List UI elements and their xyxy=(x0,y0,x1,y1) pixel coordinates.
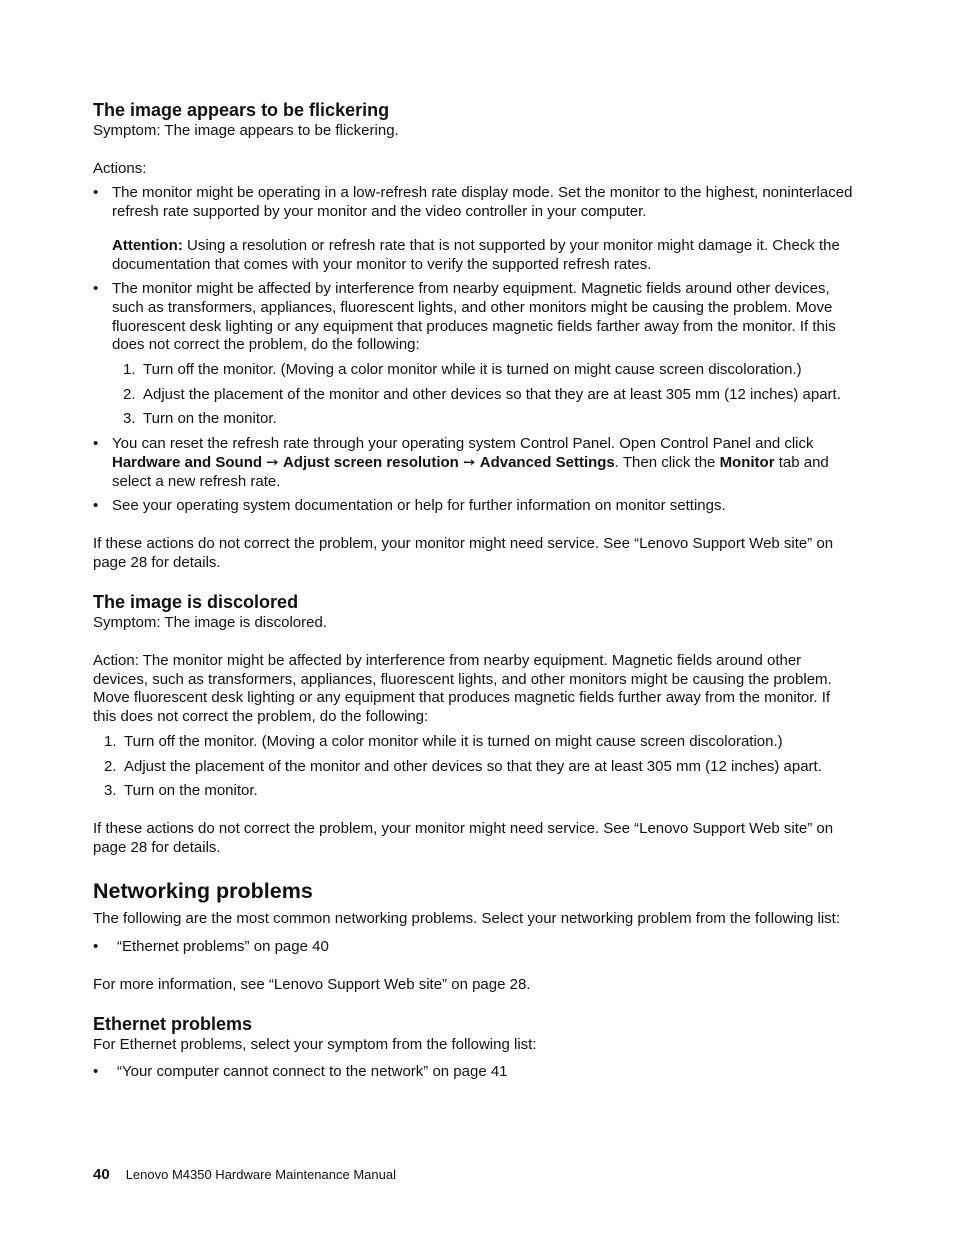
menu-path-hardware-and-sound: Hardware and Sound xyxy=(112,453,263,471)
menu-path-adjust-resolution: Adjust screen resolution xyxy=(282,453,459,471)
page-number: 40 xyxy=(93,1166,110,1183)
action-discolored: Action: The monitor might be affected by interference from nearby equipment. Magnetic fields around other devices, such as transformers, appliances, fluorescent lights, and other monitors might be causing the problem. Move fluorescent desk lighting or any equipment that produces magnetic fields further away from the monitor. If this does not correct the problem, do the following: xyxy=(93,652,832,726)
step-item: 2. Adjust the placement of the monitor and other devices so that they are at least 305 mm (12 inches) apart. xyxy=(104,757,822,775)
list-item: • The monitor might be operating in a low-refresh rate display mode. Set the monitor to the highest, noninterlaced refresh rate supported by your monitor and the video controller in your computer. Attention: Using a resolution or refresh rate that is not supported by your monitor might damage it. Check the documentation that comes with your monitor to verify the supported refresh rates. xyxy=(93,184,853,273)
heading-ethernet: Ethernet problems xyxy=(93,1013,253,1034)
cannot-connect-link[interactable]: “Your computer cannot connect to the network” on page 41 xyxy=(117,1063,508,1081)
bullet-icon: • xyxy=(93,184,99,202)
networking-intro: The following are the most common networking problems. Select your networking problem from the following list: xyxy=(93,910,840,928)
networking-more-info: For more information, see “Lenovo Support Web site” on page 28. xyxy=(93,975,531,993)
closing-discolored: If these actions do not correct the problem, your monitor might need service. See “Lenovo Support Web site” on page 28 for details. xyxy=(93,819,834,856)
actions-label: Actions: xyxy=(93,159,147,177)
monitor-tab-label: Monitor xyxy=(719,453,775,471)
page-footer xyxy=(93,1166,396,1185)
step-item: 2. Adjust the placement of the monitor and other devices so that they are at least 305 mm (12 inches) apart. xyxy=(123,385,841,403)
heading-networking: Networking problems xyxy=(93,879,313,904)
ethernet-problems-link[interactable]: “Ethernet problems” on page 40 xyxy=(117,938,329,956)
manual-title: Lenovo M4350 Hardware Maintenance Manual xyxy=(125,1167,396,1182)
list-item: • See your operating system documentation or help for further information on monitor settings. xyxy=(93,497,726,515)
heading-flickering: The image appears to be flickering xyxy=(93,100,390,120)
symptom-discolored: Symptom: The image is discolored. xyxy=(93,614,327,632)
page-content xyxy=(93,98,853,1082)
step-item: 3. Turn on the monitor. xyxy=(104,782,258,800)
closing-flickering: If these actions do not correct the problem, your monitor might need service. See “Lenovo Support Web site” on page 28 for details. xyxy=(93,534,834,571)
bullet-icon: • xyxy=(93,497,99,515)
step-item: 3. Turn on the monitor. xyxy=(123,410,277,428)
bullet-icon: • xyxy=(93,435,99,453)
bullet-icon: • xyxy=(93,938,99,956)
arrow-right-icon: ➙ xyxy=(463,453,476,471)
bullet-icon: • xyxy=(93,1063,99,1081)
list-item xyxy=(93,1063,853,1082)
symptom-flickering: Symptom: The image appears to be flickering. xyxy=(93,122,399,139)
menu-path-advanced-settings: Advanced Settings xyxy=(479,453,615,471)
bullet-icon: • xyxy=(93,280,99,298)
ethernet-intro: For Ethernet problems, select your symptom from the following list: xyxy=(93,1035,537,1053)
arrow-right-icon: ➙ xyxy=(266,453,279,471)
list-item xyxy=(93,938,853,957)
step-item: 1. Turn off the monitor. (Moving a color monitor while it is turned on might cause screen discoloration.) xyxy=(123,361,802,379)
list-item: • The monitor might be affected by interference from nearby equipment. Magnetic fields around other devices, such as transformers, appliances, fluorescent lights, and other monitors might be causing the problem. Move fluorescent desk lighting or any equipment that produces magnetic fields farther away from the monitor. If this does not correct the problem, do the following: 1. Turn off the monitor. (Moving a color monitor while it is turned on might cause screen discoloration.) 2. Adjust the placement of the monitor and other devices so that they are at least 305 mm (12 inches) apart. 3. Turn on the monitor. xyxy=(93,280,853,429)
step-item: 1. Turn off the monitor. (Moving a color monitor while it is turned on might cause screen discoloration.) xyxy=(104,732,783,750)
heading-discolored: The image is discolored xyxy=(93,592,299,613)
attention-note: Attention: Using a resolution or refresh rate that is not supported by your monitor might damage it. Check the documentation that comes with your monitor to verify the supported refresh rates. xyxy=(112,236,840,273)
list-item: • You can reset the refresh rate through your operating system Control Panel. Open Control Panel and click Hardware and Sound ➙ Adjust screen resolution ➙ Advanced Settings. Then click the Monitor tab and select a new refresh rate. xyxy=(93,435,829,490)
